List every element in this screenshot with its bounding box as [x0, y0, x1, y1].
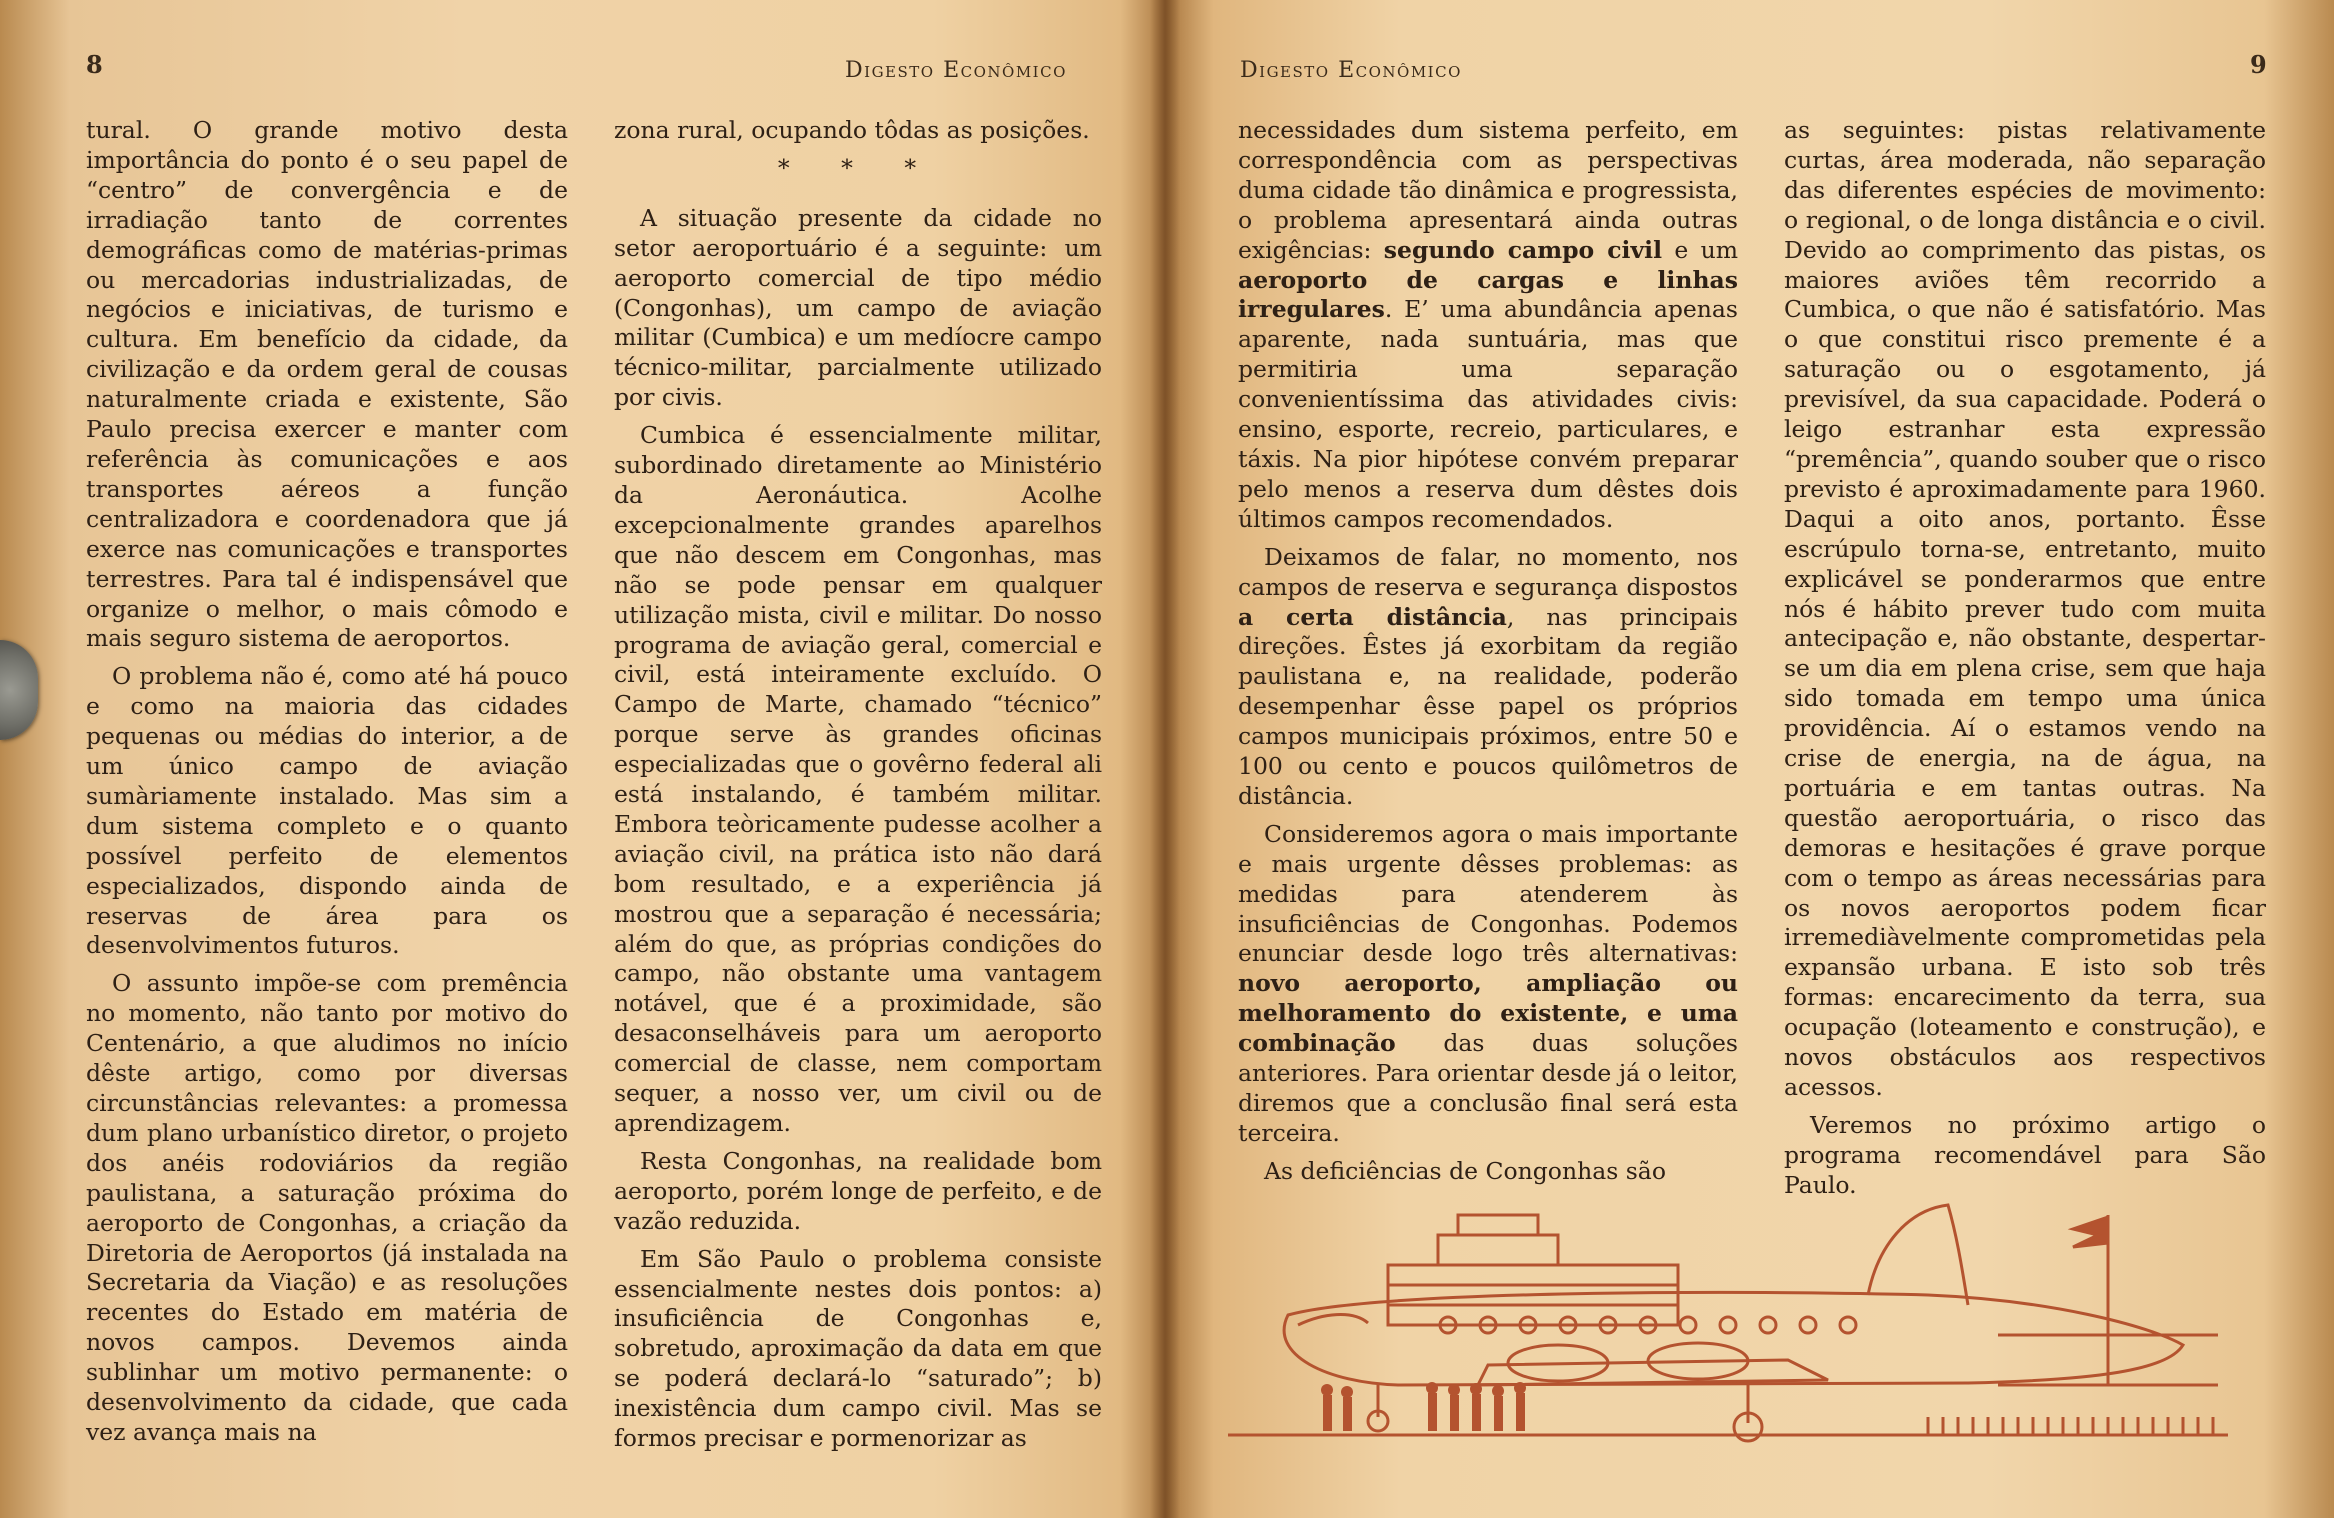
text-run: Deixamos de falar, no momento, nos campos de reserva e segurança dispostos — [1238, 542, 1738, 601]
text-run: das duas soluções anteriores. Para orientar desde já o leitor, diremos que a conclusão final será esta terceira. — [1238, 1029, 1738, 1147]
paragraph: Resta Congonhas, na realidade bom aeroporto, porém longe de perfeito, e de vazão reduzida. — [614, 1146, 1102, 1235]
paragraph — [1238, 820, 1738, 1149]
bold-run: segundo campo civil — [1383, 235, 1662, 264]
paragraph: tural. O grande motivo desta importância do ponto é o seu papel de “centro” de convergência e de irradiação tanto de correntes demográficas como de matérias-primas ou mercadorias industrializadas, de negócios e iniciativas, de turismo e cultura. Em benefício da cidade, da civilização e da ordem geral de cousas naturalmente criada e existente, São Paulo precisa exercer e manter com referência às comunicações e aos transportes aéreos a função centralizadora e coordenadora que já exerce nas comunicações e transportes terrestres. Para tal é indispensável que organize o melhor, o mais cômodo e mais seguro sistema de aeroportos. — [86, 116, 568, 653]
control-tower — [1438, 1235, 1558, 1265]
left-column-1 — [86, 116, 568, 1456]
paragraph: Em São Paulo o problema consiste essencialmente nestes dois pontos: a) insuficiência de Congonhas e, sobretudo, aproximação da data em que se poderá declará-lo “saturado”; b) inexistência dum campo civil. Mas se formos precisar e pormenorizar as — [614, 1244, 1102, 1453]
left-page-number: 8 — [86, 50, 103, 79]
paragraph: O problema não é, como até há pouco e como na maioria das cidades pequenas ou médias do interior, a de um único campo de aviação sumàriamente instalado. Mas sim a dum sistema completo e o quanto possível perfeito de elementos especializados, dispondo ainda de reservas de área para os desenvolvimentos futuros. — [86, 662, 568, 960]
left-column-2 — [614, 116, 1102, 1462]
paragraph — [1238, 543, 1738, 812]
airplane-illustration — [1228, 1195, 2228, 1450]
paragraph: Veremos no próximo artigo o programa recomendável para São Paulo. — [1784, 1110, 2266, 1199]
section-divider: * * * — [777, 153, 939, 182]
book-gutter — [1150, 0, 1180, 1518]
tail-fin — [1868, 1205, 1968, 1305]
paragraph: zona rural, ocupando tôdas as posições. — [614, 116, 1090, 144]
text-run: e um — [1662, 235, 1738, 264]
text-run: , nas principais direções. Êstes já exorbitam da região paulistana e, na realidade, poderão desempenhar êsse papel os próprios campos municipais próximos, entre 50 e 100 ou cento e poucos quilômetros de distância. — [1238, 602, 1738, 810]
left-running-head: Digesto Econômico — [845, 58, 1067, 83]
paragraph: A situação presente da cidade no setor aeroportuário é a seguinte: um aeroporto comercial de tipo médio (Congonhas), um campo de aviação militar (Cumbica) e um medíocre campo técnico-militar, parcialmente utilizado por civis. — [614, 203, 1102, 412]
bold-run: aeroporto de cargas e linhas irregulares — [1238, 265, 1738, 324]
paragraph — [1238, 116, 1738, 535]
paragraph: As deficiências de Congonhas são — [1264, 1156, 1666, 1185]
paragraph: Cumbica é essencialmente militar, subordinado diretamente ao Ministério da Aeronáutica. Acolhe excepcionalmente grandes aparelhos que não descem em Congonhas, mas não se pode pensar em qualquer utilização mista, civil e militar. Do nosso programa de aviação geral, comercial e civil, está inteiramente excluído. O Campo de Marte, chamado “técnico” porque serve às grandes oficinas especializadas que o govêrno federal ali está instalando, é também militar. Embora teòricamente pudesse acolher a aviação civil, na prática isto não dará bom resultado, e a experiência já mostrou que a separação é necessária; além do que, as próprias condições do campo, não obstante uma vantagem notável, que é a proximidade, são desaconselháveis para um aeroporto comercial de classe, nem comportam sequer, a nosso ver, um civil ou de aprendizagem. — [614, 421, 1102, 1137]
right-column-2 — [1784, 116, 2266, 1209]
right-running-head: Digesto Econômico — [1240, 58, 1462, 83]
right-column-1 — [1238, 116, 1738, 1195]
passengers-group — [1321, 1382, 1526, 1431]
tower-cabin — [1458, 1215, 1538, 1235]
right-page-number: 9 — [2250, 50, 2267, 79]
bold-run: novo aeroporto, ampliação ou melhoramento do existente, e uma combinação — [1238, 969, 1738, 1058]
text-run: Consideremos agora o mais importante e mais urgente dêsses problemas: as medidas para atenderem às insuficiências de Congonhas. Podemos enunciar desde logo três alternativas: — [1238, 819, 1738, 968]
text-run: necessidades dum sistema perfeito, em correspondência com as perspectivas duma cidade tão dinâmica e progressista, o problema apresentará ainda outras exigências: — [1238, 116, 1738, 264]
paragraph: O assunto impõe-se com premência no momento, não tanto por motivo do Centenário, a que aludimos no início dêste artigo, como por diversas circunstâncias relevantes: a promessa dum plano urbanístico diretor, o projeto dos anéis rodoviários da região paulistana, a saturação próxima do aeroporto de Congonhas, a criação da Diretoria de Aeroportos (já instalada na Secretaria da Viação) e as resoluções recentes do Estado em matéria de novos campos. Devemos ainda sublinhar um motivo permanente: o desenvolvimento da cidade, que cada vez avança mais na — [86, 969, 568, 1446]
bold-run: a certa distância — [1238, 602, 1507, 631]
wing — [1478, 1360, 1828, 1385]
text-run: . E’ uma abundância apenas aparente, nada suntuária, mas que permitiria uma separação convenientíssima das atividades civis: ensino, esporte, recreio, particulares, e táxis. Na pior hipótese convém preparar pelo menos a reserva dum dêstes dois últimos campos recomendados. — [1238, 295, 1738, 533]
fence — [1928, 1417, 2213, 1435]
paragraph: as seguintes: pistas relativamente curtas, área moderada, não separação das diferentes espécies de movimento: o regional, o de longa distância e o civil. Devido ao comprimento das pistas, os maiores aviões têm recorrido a Cumbica, o que não é satisfatório. Mas o que constitui risco premente é a saturação ou o esgotamento, já previsível, da sua capacidade. Poderá o leigo estranhar esta expressão “premência”, quando souber que o risco previsto é aproximadamente para 1960. Daqui a oito anos, portanto. Êsse escrúpulo torna-se, entretanto, muito explicável se ponderarmos que entre nós é hábito prever tudo com muita antecipação e, não obstante, despertar-se um dia em plena crise, sem que haja sido tomada em tempo uma única providência. Aí o estamos vendo na crise de energia, na de água, na portuária e em tantas outras. Na questão aeroportuária, o risco das demoras e hesitações é grave porque com o tempo as áreas necessárias para os novos aeroportos podem ficar irremediàvelmente comprometidas pela expansão urbana. E isto sob três formas: encarecimento da terra, sua ocupação (loteamento e construção), e novos obstáculos aos respectivos acessos. — [1784, 116, 2266, 1101]
